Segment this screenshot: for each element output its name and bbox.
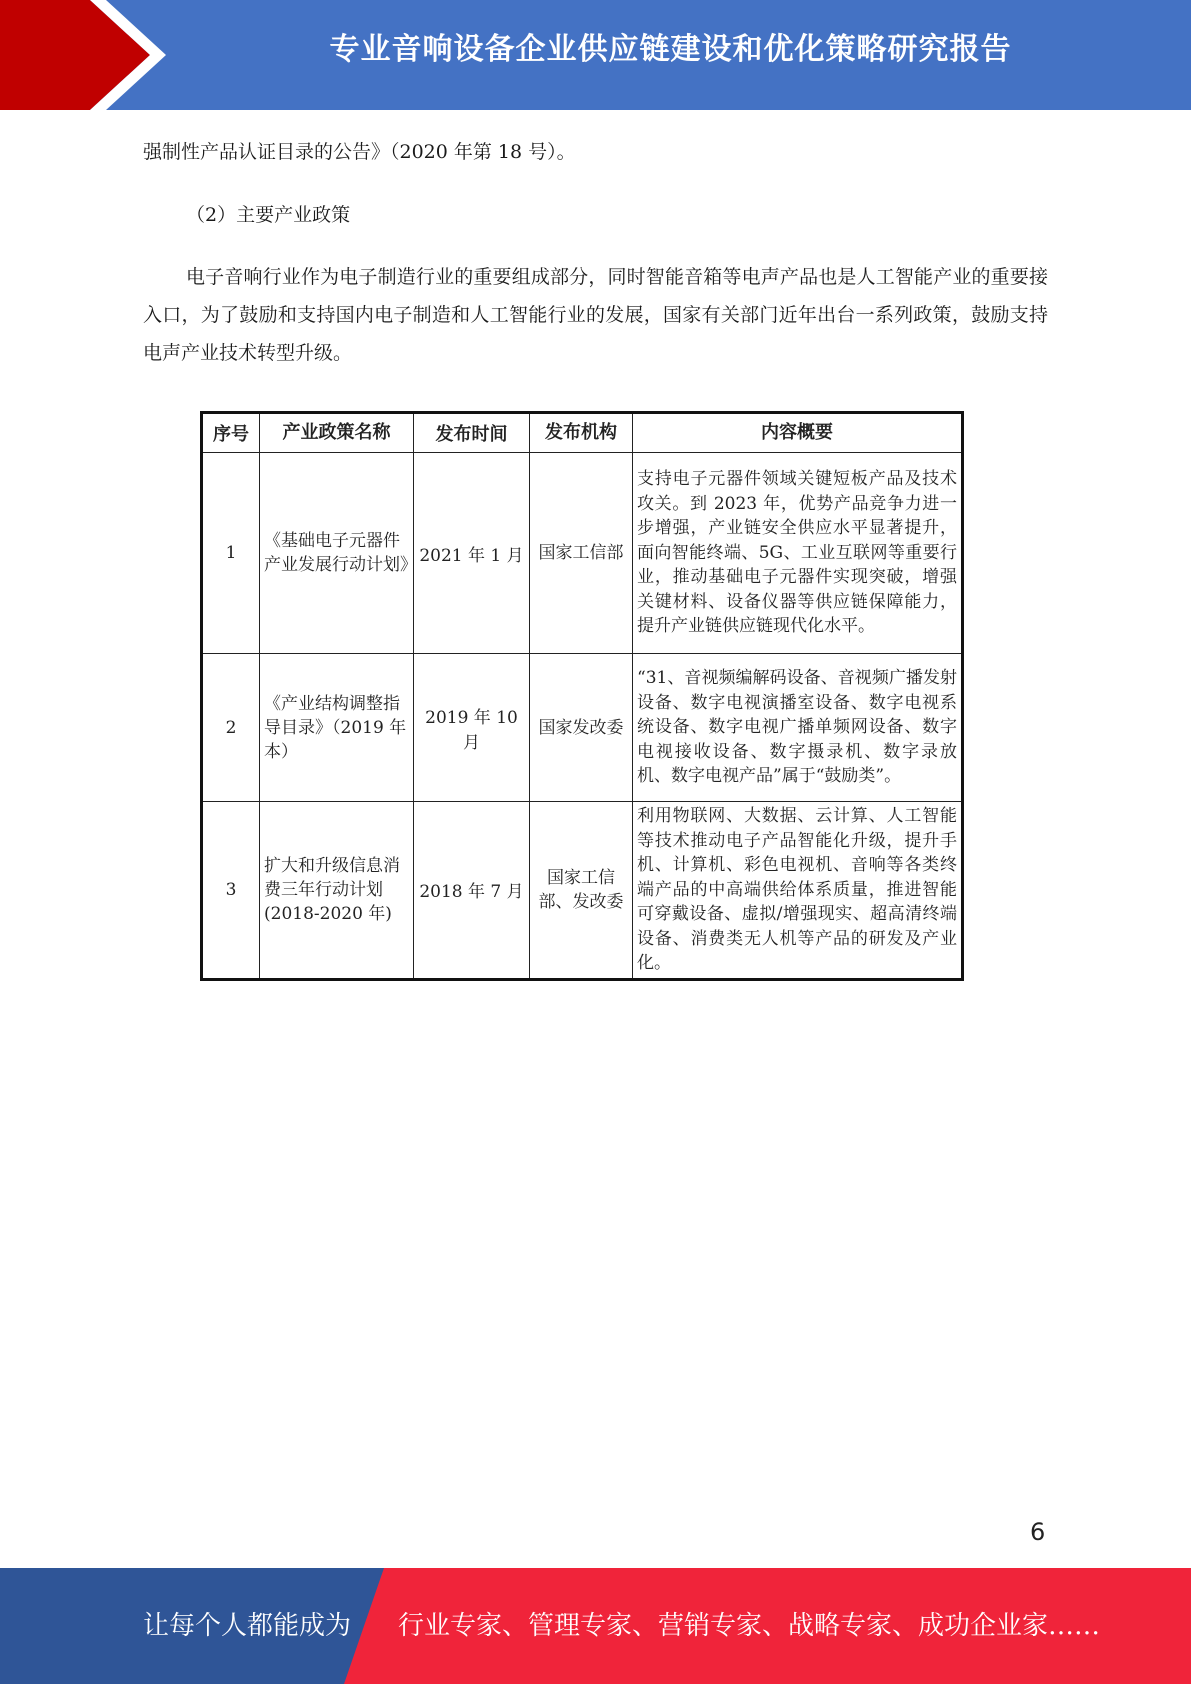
footer-slogan-left: 让每个人都能成为 [143,1611,352,1641]
section-heading: （2）主要产业政策 [186,204,351,226]
table-header-row [202,413,963,453]
cell-release-date: 2021 年 1 月 [414,453,530,654]
header-no: 序号 [202,413,260,453]
cell-summary: 利用物联网、大数据、云计算、人工智能等技术推动电子产品智能化升级，提升手机、计算机、彩色电视机、音响等各类终端产品的中高端供给体系质量，推进智能可穿戴设备、虚拟/增强现实、超高清终端设备、消费类无人机等产品的研发及产业化。 [633,802,963,980]
cell-no: 3 [202,802,260,980]
paragraph-intro: 电子音响行业作为电子制造行业的重要组成部分，同时智能音箱等电声产品也是人工智能产业的重要接入口，为了鼓励和支持国内电子制造和人工智能行业的发展，国家有关部门近年出台一系列政策，鼓励支持电声产业技术转型升级。 [143,266,1048,364]
header-policy-name: 产业政策名称 [260,413,414,453]
cell-issuing-agency: 国家发改委 [530,654,633,802]
table-row [202,654,963,802]
cell-summary: 支持电子元器件领域关键短板产品及技术攻关。到 2023 年，优势产品竞争力进一步增强，产业链安全供应水平显著提升，面向智能终端、5G、工业互联网等重要行业，推动基础电子元器件实现突破，增强关键材料、设备仪器等供应链保障能力，提升产业链供应链现代化水平。 [633,453,963,654]
cell-release-date: 2018 年 7 月 [414,802,530,980]
policy-table [200,411,964,981]
header-banner [0,0,1191,110]
footer-slogan-right: 行业专家、管理专家、营销专家、战略专家、成功企业家…… [398,1611,1101,1641]
table-row [202,802,963,980]
header-summary: 内容概要 [633,413,963,453]
cell-policy-name: 《基础电子元器件产业发展行动计划》 [260,453,414,654]
cell-policy-name: 《产业结构调整指导目录》（2019 年本） [260,654,414,802]
footer-banner [0,1568,1191,1684]
cell-no: 1 [202,453,260,654]
page-number: 6 [1030,1518,1046,1546]
cell-release-date: 2019 年 10 月 [414,654,530,802]
paragraph-continuation: 强制性产品认证目录的公告》（2020 年第 18 号）。 [143,141,576,163]
cell-summary: “31、音视频编解码设备、音视频广播发射设备、数字电视演播室设备、数字电视系统设备、数字电视广播单频网设备、数字电视接收设备、数字摄录机、数字录放机、数字电视产品”属于“鼓励类”。 [633,654,963,802]
header-release-date: 发布时间 [414,413,530,453]
cell-issuing-agency: 国家工信部 [530,453,633,654]
cell-policy-name: 扩大和升级信息消费三年行动计划(2018-2020 年) [260,802,414,980]
report-title: 专业音响设备企业供应链建设和优化策略研究报告 [329,32,1012,67]
cell-no: 2 [202,654,260,802]
header-issuing-agency: 发布机构 [530,413,633,453]
table-row [202,453,963,654]
cell-issuing-agency: 国家工信部、发改委 [530,802,633,980]
